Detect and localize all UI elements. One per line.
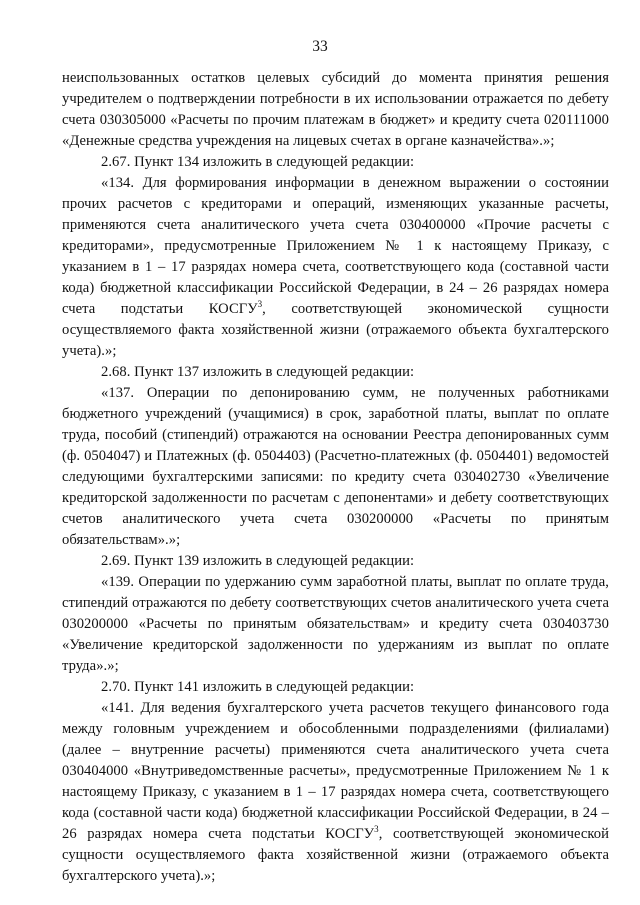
amendment-text-137: «137. Операции по депонированию сумм, не полученных работниками бюджетного учреждений (учащимися) в срок, заработной платы, выплат по оплате труда, пособий (стипендий) отражаются на основании Реестра депонированных сумм (ф. 0504047) и Платежных (ф. 0504403) (Расчетно-платежных (ф. 0504401) ведомостей следующими бухгалтерскими записями: по кредиту счета 030402730 «Увеличение кредиторской задолженности по расчетам с депонентами» и дебету соответствующих счетов аналитического учета счета 030200000 «Расчеты по принятым обязательствам».»; <box>62 385 609 548</box>
amendment-heading-2-70: 2.70. Пункт 141 изложить в следующей редакции: <box>101 679 415 695</box>
amendment-heading-2-67: 2.67. Пункт 134 изложить в следующей редакции: <box>101 154 415 170</box>
amendment-text-134-part2: , соответствующей экономической сущности осуществляемого факта хозяйственной жизни (отражаемого объекта бухгалтерского учета).»; <box>62 301 609 359</box>
amendment-text-141-part2: , соответствующей экономической сущности осуществляемого факта хозяйственной жизни (отражаемого объекта бухгалтерского учета).»; <box>62 826 609 884</box>
document-body <box>62 68 609 887</box>
amendment-text-139: «139. Операции по удержанию сумм заработной платы, выплат по оплате труда, стипендий отражаются по дебету соответствующих счетов аналитического учета счета 030200000 «Расчеты по принятым обязательствам» и кредиту счета 030403730 «Увеличение кредиторской задолженности по удержаниям из выплат по оплате труда».»; <box>62 574 609 674</box>
footnote-ref: 3 <box>257 299 263 310</box>
page-number: 33 <box>312 38 328 55</box>
amendment-heading-2-69: 2.69. Пункт 139 изложить в следующей редакции: <box>101 553 415 569</box>
paragraph-continuation: неиспользованных остатков целевых субсидий до момента принятия решения учредителем о подтверждении потребности в их использовании отражается по дебету счета 030305000 «Расчеты по прочим платежам в бюджет» и кредиту счета 020111000 «Денежные средства учреждения на лицевых счетах в органе казначейства».»; <box>62 70 609 149</box>
amendment-text-141 <box>62 698 609 887</box>
amendment-text-134 <box>62 173 609 362</box>
amendment-text-141-part1: «141. Для ведения бухгалтерского учета расчетов текущего финансового года между головным учреждением и обособленными подразделениями (филиалами) (далее – внутренние расчеты) применяются счета аналитического учета счета 030404000 «Внутриведомственные расчеты», предусмотренные Приложением № 1 к настоящему Приказу, с указанием в 1 – 17 разрядах номера счета, соответствующего кода (составной части кода) бюджетной классификации Российской Федерации, в 24 – 26 разрядах номера счета подстатьи КОСГУ <box>62 700 609 842</box>
footnote-ref: 3 <box>374 824 379 835</box>
amendment-heading-2-68: 2.68. Пункт 137 изложить в следующей редакции: <box>101 364 415 380</box>
amendment-text-134-part1: «134. Для формирования информации в денежном выражении о состоянии прочих расчетов с кредиторами и операций, изменяющих указанные расчеты, применяются счета аналитического учета счета 030400000 «Прочие расчеты с кредиторами», предусмотренные Приложением № 1 к настоящему Приказу, с указанием в 1 – 17 разрядах номера счета, соответствующего кода (составной части кода) бюджетной классификации Российской Федерации, в 24 – 26 разрядах номера счета подстатьи КОСГУ <box>62 175 609 317</box>
